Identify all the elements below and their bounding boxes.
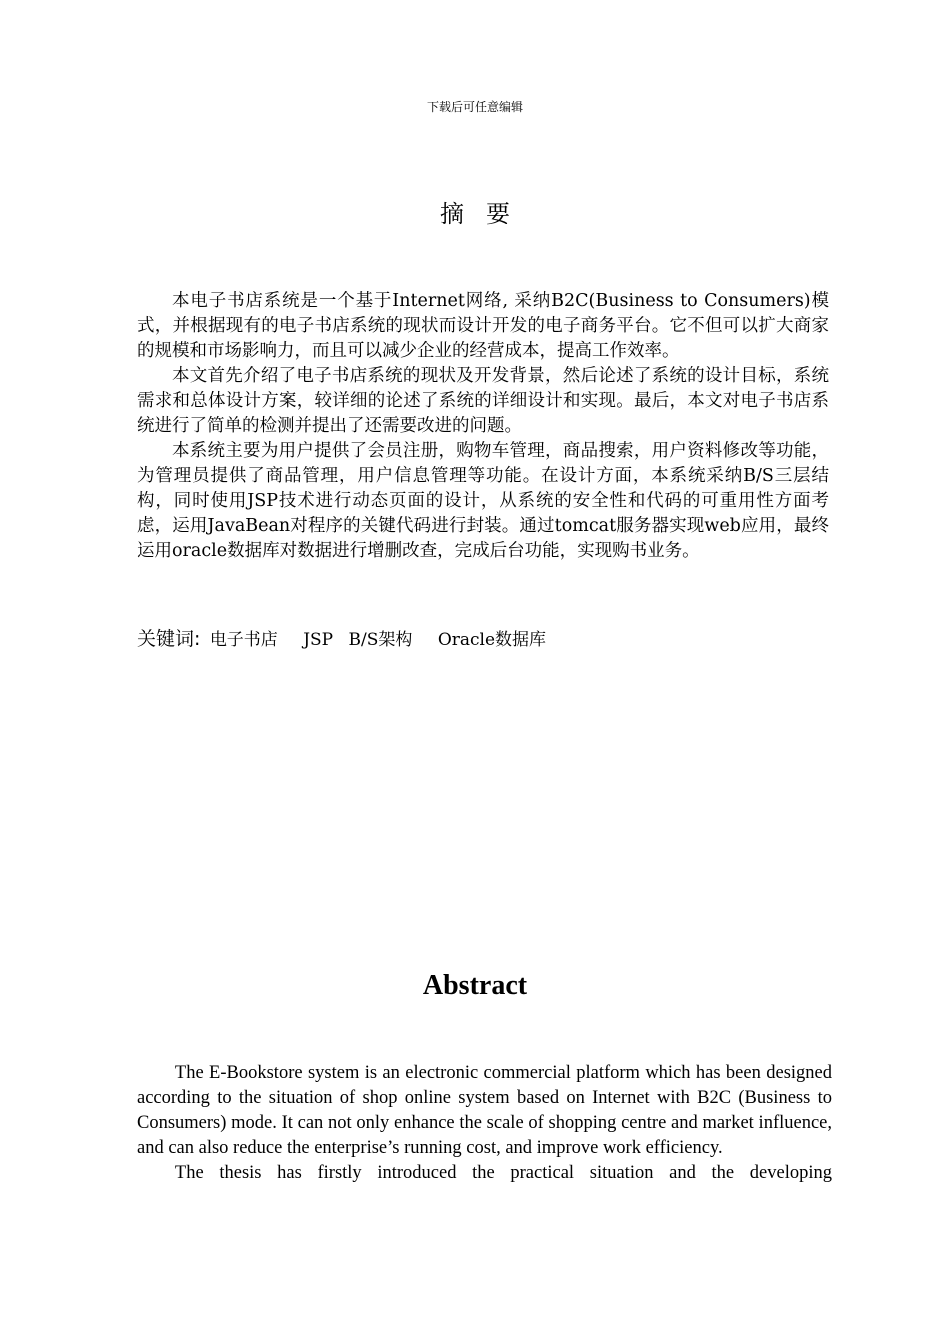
abstract-cn-body [137, 289, 829, 564]
abstract-cn-paragraph: 本电子书店系统是一个基于Internet网络, 采纳B2C(Business to Consumers)模式，并根据现有的电子书店系统的现状而设计开发的电子商务平台。它不但可以扩大商家的规模和市场影响力，而且可以减少企业的经营成本，提高工作效率。 [137, 291, 829, 361]
abstract-cn-title: 摘要 [440, 200, 532, 228]
abstract-cn-paragraph: 本文首先介绍了电子书店系统的现状及开发背景，然后论述了系统的设计目标，系统需求和总体设计方案，较详细的论述了系统的详细设计和实现。最后，本文对电子书店系统进行了简单的检测并提出了还需要改进的问题。 [137, 366, 829, 436]
page-header-note: 下载后可任意编辑 [426, 100, 523, 114]
abstract-en-body [137, 1061, 832, 1186]
keyword-item: 电子书店 [209, 630, 278, 650]
keyword-item: JSP [303, 630, 334, 650]
keywords-label: 关键词: [137, 628, 201, 650]
abstract-en-paragraph: The E-Bookstore system is an electronic commercial platform which has been designed according to the situation of shop online system based on Internet with B2C (Business to Consumers) mode. It can not only enhance the scale of shopping centre and market influence, and can also reduce the enterprise’s running cost, and improve work efficiency. [137, 1063, 832, 1158]
keywords-line [137, 626, 829, 653]
abstract-en-paragraph: The thesis has firstly introduced the practical situation and the developing [174, 1163, 832, 1183]
abstract-cn-paragraph: 本系统主要为用户提供了会员注册，购物车管理，商品搜索，用户资料修改等功能，为管理员提供了商品管理，用户信息管理等功能。在设计方面，本系统采纳B/S三层结构，同时使用JSP技术进行动态页面的设计，从系统的安全性和代码的可重用性方面考虑，运用JavaBean对程序的关键代码进行封装。通过tomcat服务器实现web应用，最终运用oracle数据库对数据进行增删改查，完成后台功能，实现购书业务。 [137, 441, 829, 561]
abstract-en-title: Abstract [422, 970, 528, 1001]
keyword-item: B/S架构 [348, 630, 413, 650]
keyword-item: Oracle数据库 [437, 630, 547, 650]
